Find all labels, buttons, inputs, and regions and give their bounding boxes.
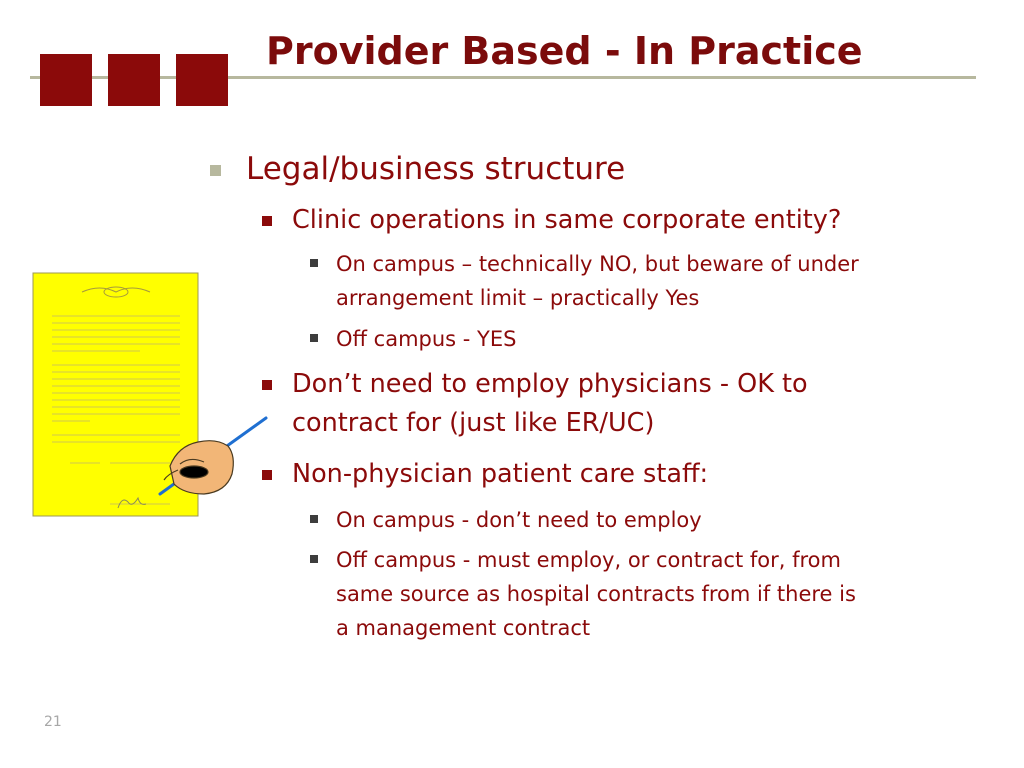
- bullet-text-line-2: same source as hospital contracts from if there is: [336, 582, 856, 606]
- header-square-1: [40, 54, 92, 106]
- header-square-3: [176, 54, 228, 106]
- bullet-text-line-2: arrangement limit – practically Yes: [336, 286, 700, 310]
- header-rule: [30, 76, 976, 79]
- header-square-2: [108, 54, 160, 106]
- bullet-marker: [262, 216, 272, 226]
- document-signing-icon: [30, 270, 270, 520]
- bullet-marker: [310, 259, 318, 267]
- bullet-text: Non-physician patient care staff:: [292, 459, 709, 489]
- bullet-marker: [310, 555, 318, 563]
- bullet-marker: [310, 515, 318, 523]
- bullet-text: On campus - don’t need to employ: [336, 508, 702, 532]
- bullet-text: Clinic operations in same corporate entity?: [292, 205, 842, 235]
- bullet-marker: [310, 334, 318, 342]
- bullet-text-line-1: Off campus - must employ, or contract for, from: [336, 548, 841, 572]
- bullet-text: Legal/business structure: [246, 151, 626, 187]
- bullet-text: Off campus - YES: [336, 327, 517, 351]
- bullet-text-line-3: a management contract: [336, 616, 591, 640]
- bullet-marker: [210, 165, 221, 176]
- bullet-text-line-2: contract for (just like ER/UC): [292, 408, 655, 438]
- slide-title: Provider Based - In Practice: [266, 29, 863, 73]
- bullet-text-line-1: On campus – technically NO, but beware of under: [336, 252, 859, 276]
- bullet-text-line-1: Don’t need to employ physicians - OK to: [292, 369, 808, 399]
- page-number: 21: [44, 714, 62, 730]
